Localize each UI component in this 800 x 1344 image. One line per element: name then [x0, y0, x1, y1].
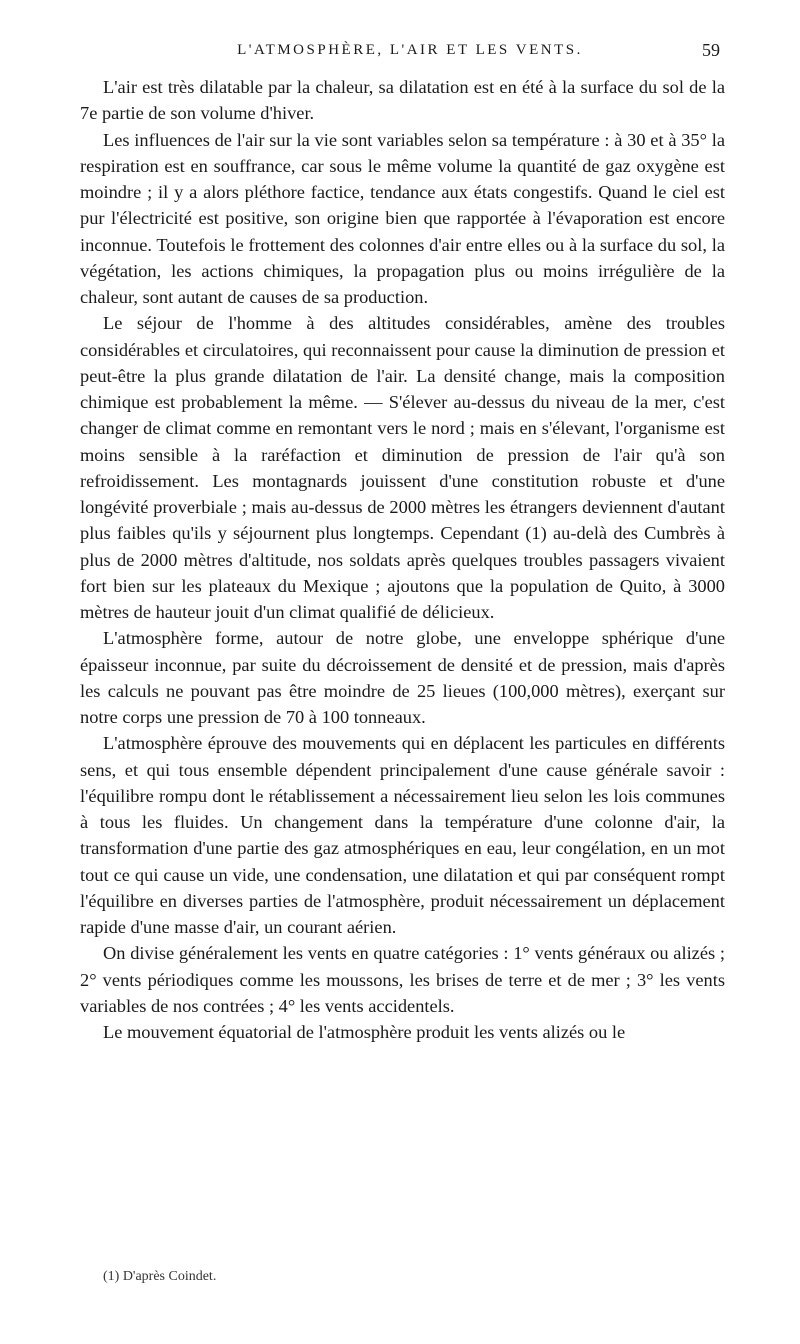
page-number: 59: [702, 40, 720, 60]
paragraph: L'atmosphère forme, autour de notre globe, une enveloppe sphérique d'une épaisseur inconnue, par suite du décroissement de densité et de pression, mais d'après les calculs ne pouvant pas être moindre de 25 lieues (100,000 mètres), exerçant sur notre corps une pression de 70 à 100 tonneaux.: [80, 628, 725, 727]
paragraph: L'air est très dilatable par la chaleur, sa dilatation est en été à la surface du sol de la 7e partie de son volume d'hiver.: [80, 77, 725, 124]
paragraph: Les influences de l'air sur la vie sont variables selon sa température : à 30 et à 35° la respiration est en souffrance, car sous le même volume la quantité de gaz oxygène est moindre ; il y a alors pléthore factice, tendance aux états congestifs. Quand le ciel est pur l'électricité est positive, son origine bien que rapportée à l'évaporation est encore inconnue. Toutefois le frottement des colonnes d'air entre elles ou à la surface du sol, la végétation, les actions chimiques, la propagation plus ou moins irrégulière de la chaleur, sont autant de causes de sa production.: [80, 129, 725, 307]
footnote: (1) D'après Coindet.: [103, 1269, 217, 1284]
paragraph: Le séjour de l'homme à des altitudes considérables, amène des troubles considérables et circulatoires, qui reconnaissent pour cause la diminution de pression et peut-être la plus grande dilatation de l'air. La densité change, mais la composition chimique est probablement la même. — S'élever au-dessus du niveau de la mer, c'est changer de climat comme en remontant vers le nord ; mais en s'élevant, l'organisme est moins sensible à la raréfaction et diminution de pression de l'air qu'à son refroidissement. Les montagnards jouissent d'une constitution robuste et d'une longévité proverbiale ; mais au-dessus de 2000 mètres les étrangers deviennent d'autant plus faibles qu'ils y séjournent plus longtemps. Cependant (1) au-delà des Cumbrès à plus de 2000 mètres d'altitude, nos soldats après quelques troubles passagers vivaient fort bien sur les plateaux du Mexique ; ajoutons que la population de Quito, à 3000 mètres de hauteur jouit d'un climat qualifié de délicieux.: [80, 313, 725, 622]
body-text: [80, 74, 725, 1045]
paragraph: L'atmosphère éprouve des mouvements qui en déplacent les particules en différents sens, et qui tous ensemble dépendent principalement d'une cause générale savoir : l'équilibre rompu dont le rétablissement a nécessairement lieu selon les lois communes à tous les fluides. Un changement dans la température d'une colonne d'air, la transformation d'une partie des gaz atmosphériques en eau, leur congélation, en un mot tout ce qui cause un vide, une condensation, une dilatation et qui par conséquent rompt l'équilibre en diverses parties de l'atmosphère, produit nécessairement un déplacement rapide d'une masse d'air, un courant aérien.: [80, 733, 725, 937]
running-head: L'ATMOSPHÈRE, L'AIR ET LES VENTS.: [237, 42, 583, 58]
paragraph: On divise généralement les vents en quatre catégories : 1° vents généraux ou alizés ; 2° vents périodiques comme les moussons, les brises de terre et de mer ; 3° les vents variables de nos contrées ; 4° les vents accidentels.: [80, 943, 725, 1016]
paragraph: Le mouvement équatorial de l'atmosphère produit les vents alizés ou le: [103, 1022, 626, 1042]
